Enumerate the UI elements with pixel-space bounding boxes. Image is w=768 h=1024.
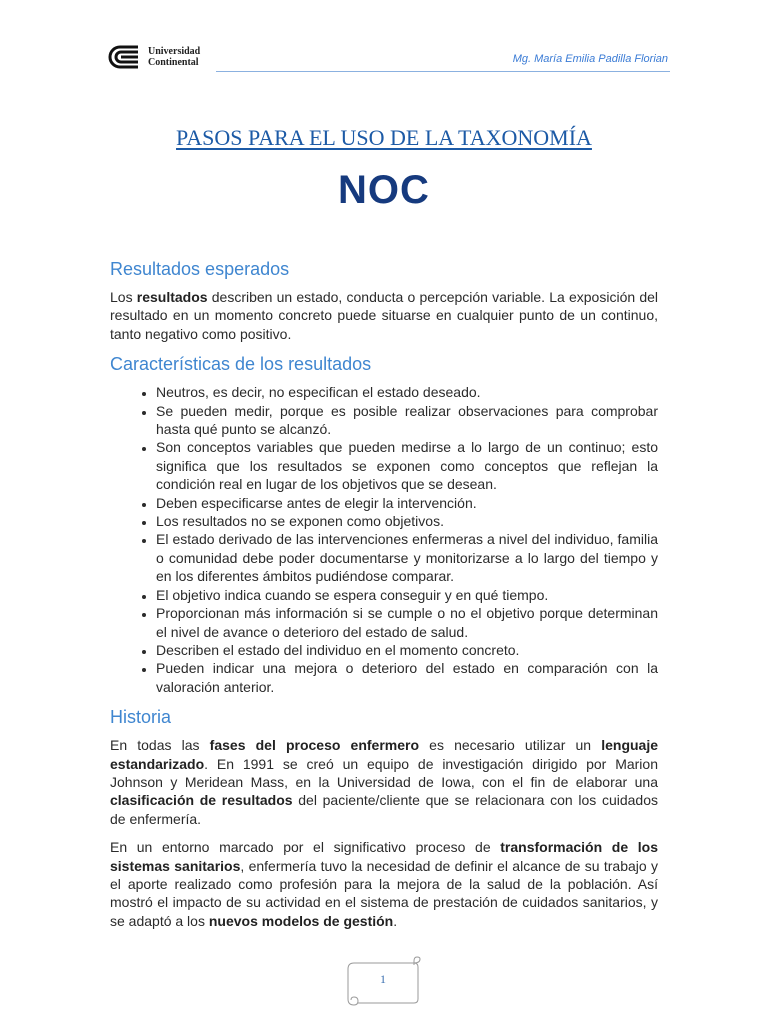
page-number: 1	[380, 972, 386, 986]
continental-logo-icon	[108, 44, 142, 70]
page-header	[0, 0, 768, 80]
text: .	[393, 912, 398, 929]
bold-text: lenguaje estandarizado	[110, 737, 659, 772]
list-item: • Describen el estado del individuo en el momento concreto.	[156, 641, 658, 659]
text: del paciente/cliente que se relacionara con los cuidados de enfermería.	[110, 792, 658, 827]
list-item: • Los resultados no se exponen como objetivos.	[156, 512, 658, 530]
paragraph-resultados	[110, 288, 658, 343]
text: . En 1991 se creó un equipo de investigación dirigido por Marion Johnson y Meridean Mass, en la Universidad de Iowa, con el fin de elaborar una	[110, 755, 658, 790]
document-title: PASOS PARA EL USO DE LA TAXONOMÍA	[176, 125, 592, 150]
text: En un entorno marcado por el significativo proceso de	[110, 839, 501, 856]
bold-text: fases del proceso enfermero	[209, 737, 420, 754]
list-item: • Neutros, es decir, no especifican el estado deseado.	[156, 383, 658, 401]
university-logo	[108, 44, 200, 70]
logo-line-1: Universidad	[148, 46, 201, 57]
bold-text: transformación de los sistemas sanitarios	[110, 839, 658, 874]
logo-line-2: Continental	[148, 57, 199, 68]
section-heading-historia: Historia	[110, 707, 172, 728]
bold-text: clasificación de resultados	[110, 792, 293, 809]
bold-text: resultados	[136, 289, 208, 305]
text: Los	[110, 289, 137, 305]
header-divider	[216, 71, 670, 72]
caracteristicas-list	[110, 383, 658, 696]
section-heading-caracteristicas: Características de los resultados	[110, 354, 372, 375]
paragraph-historia-1	[110, 736, 658, 828]
list-item: • Son conceptos variables que pueden medirse a lo largo de un continuo; esto significa que los resultados se exponen como conceptos que reflejan la condición real en lugar de los objetivos que se desean.	[156, 438, 658, 493]
list-item: • Se pueden medir, porque es posible realizar observaciones para comprobar hasta qué punto se alcanzó.	[156, 402, 658, 439]
text: En todas las	[110, 737, 210, 754]
list-item: • Deben especificarse antes de elegir la intervención.	[156, 494, 658, 512]
list-item: • El estado derivado de las intervenciones enfermeras a nivel del individuo, familia o comunidad debe poder documentarse y monitorizarse a lo largo del tiempo y en los diferentes ámbitos pudiéndose comparar.	[156, 530, 658, 585]
list-item: • El objetivo indica cuando se espera conseguir y en qué tiempo.	[156, 586, 658, 604]
text: describen un estado, conducta o percepción variable. La exposición del resultado en un momento concreto puede situarse en cualquier punto de un continuo, tanto negativo como positivo.	[110, 289, 659, 342]
text: es necesario utilizar un	[419, 737, 602, 754]
bold-text: nuevos modelos de gestión	[208, 912, 394, 929]
list-item: • Pueden indicar una mejora o deterioro del estado en comparación con la valoración anterior.	[156, 659, 658, 696]
list-item: • Proporcionan más información si se cumple o no el objetivo porque determinan el nivel de avance o deterioro del estado de salud.	[156, 604, 658, 641]
document-body	[110, 256, 658, 930]
text: , enfermería tuvo la necesidad de definir el alcance de su trabajo y el aporte realizado como profesión para la mejora de la salud de la población. Así mostró el impacto de su actividad en el sistema de prestación de cuidados sanitarios, y se adaptó a los	[110, 857, 658, 929]
section-heading-resultados: Resultados esperados	[110, 259, 290, 279]
author-name: Mg. María Emilia Padilla Florian	[512, 53, 668, 65]
noc-heading: NOC	[338, 168, 430, 212]
paragraph-historia-2	[110, 838, 658, 930]
